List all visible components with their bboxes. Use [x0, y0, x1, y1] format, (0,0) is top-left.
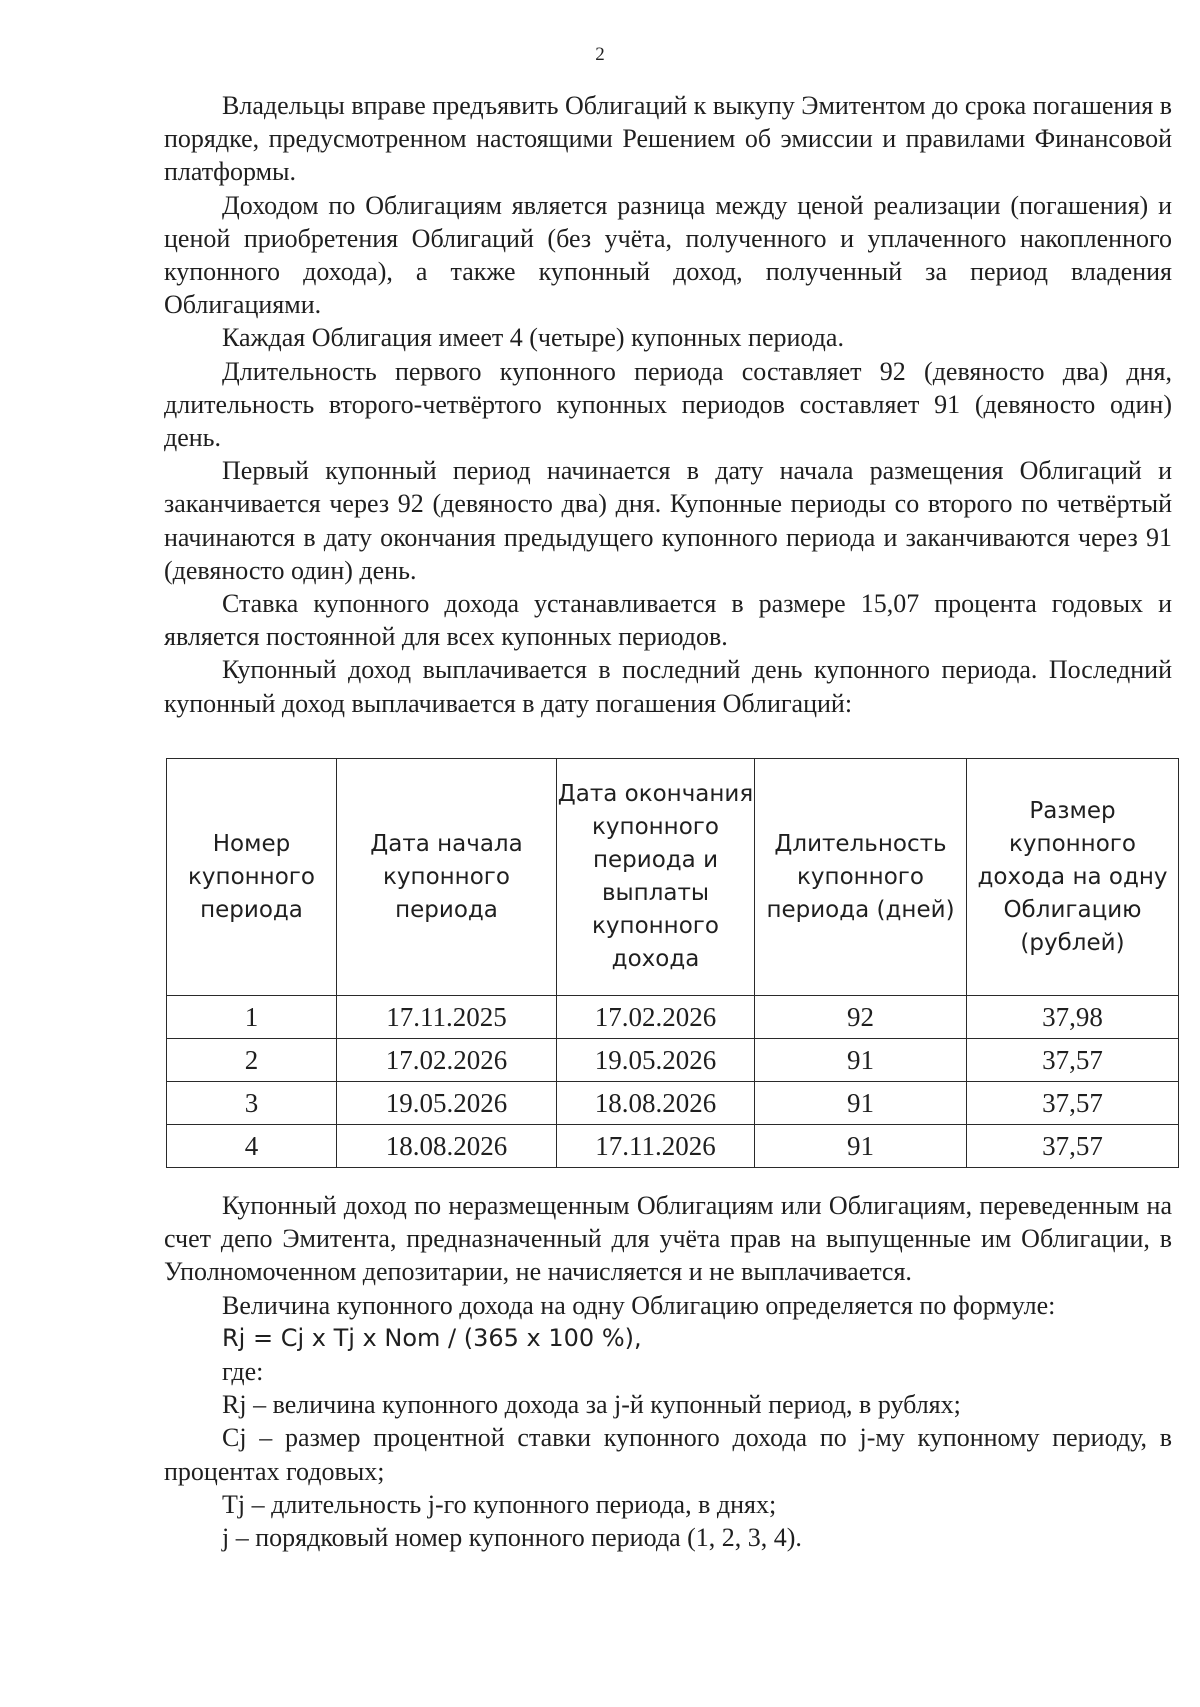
cell-period-number: 1: [167, 996, 337, 1039]
where-label: где:: [222, 1357, 264, 1387]
cell-duration: 91: [755, 1082, 967, 1125]
header-end-date: Дата окончания купонного периода и выплаты купонного дохода: [557, 759, 755, 996]
cell-start-date: 18.08.2026: [337, 1125, 557, 1168]
cell-period-number: 4: [167, 1125, 337, 1168]
cell-period-number: 3: [167, 1082, 337, 1125]
page-number: 2: [595, 44, 605, 65]
cell-end-date: 17.11.2026: [557, 1125, 755, 1168]
cell-end-date: 17.02.2026: [557, 996, 755, 1039]
cell-end-date: 18.08.2026: [557, 1082, 755, 1125]
paragraph-coupon-payment: Купонный доход выплачивается в последний день купонного периода. Последний купонный доход выплачивается в дату погашения Облигаций:: [164, 655, 1172, 718]
header-period-number: Номер купонного периода: [167, 759, 337, 996]
formula-text: [164, 1189, 1172, 1554]
table-row: [167, 1125, 1179, 1168]
paragraph-period-length: Длительность первого купонного периода составляет 92 (девяносто два) дня, длительность второго-четвёртого купонных периодов составляет 91 (девяносто один) день.: [164, 356, 1172, 453]
definition-rj: Rj – величина купонного дохода за j-й купонный период, в рублях;: [222, 1390, 961, 1420]
cell-coupon-amount: 37,57: [967, 1125, 1179, 1168]
cell-start-date: 17.02.2026: [337, 1039, 557, 1082]
cell-coupon-amount: 37,98: [967, 996, 1179, 1039]
cell-start-date: 19.05.2026: [337, 1082, 557, 1125]
paragraph-income: Доходом по Облигациям является разница между ценой реализации (погашения) и ценой приобретения Облигаций (без учёта, полученного и уплаченного накопленного купонного дохода), а также купонный доход, полученный за период владения Облигациями.: [164, 190, 1172, 320]
intro-text: [164, 89, 1172, 720]
cell-coupon-amount: 37,57: [967, 1039, 1179, 1082]
paragraph-periods-count: Каждая Облигация имеет 4 (четыре) купонных периода.: [222, 323, 844, 353]
definition-tj: Tj – длительность j-го купонного периода, в днях;: [222, 1489, 777, 1519]
coupon-schedule-table: [166, 758, 1179, 1168]
table-row: [167, 1082, 1179, 1125]
cell-duration: 91: [755, 1039, 967, 1082]
definition-cj: Cj – размер процентной ставки купонного дохода по j-му купонному периоду, в процентах годовых;: [164, 1423, 1172, 1486]
header-duration: Длительность купонного периода (дней): [755, 759, 967, 996]
table-row: [167, 996, 1179, 1039]
header-coupon-amount: Размер купонного дохода на одну Облигацию (рублей): [967, 759, 1179, 996]
paragraph-period-start: Первый купонный период начинается в дату начала размещения Облигаций и заканчивается через 92 (девяносто два) дня. Купонные периоды со второго по четвёртый начинаются в дату окончания предыдущего купонного периода и заканчиваются через 91 (девяносто один) день.: [164, 456, 1172, 585]
cell-end-date: 19.05.2026: [557, 1039, 755, 1082]
cell-duration: 91: [755, 1125, 967, 1168]
paragraph-unplaced-bonds: Купонный доход по неразмещенным Облигациям или Облигациям, переведенным на счет депо Эмитента, предназначенный для учёта прав на выпущенные им Облигации, в Уполномоченном депозитарии, не начисляется и не выплачивается.: [164, 1191, 1172, 1287]
definition-j: j – порядковый номер купонного периода (1, 2, 3, 4).: [222, 1523, 802, 1553]
paragraph-coupon-rate: Ставка купонного дохода устанавливается в размере 15,07 процента годовых и является постоянной для всех купонных периодов.: [164, 589, 1172, 652]
coupon-formula: Rj = Cj x Tj x Nom / (365 x 100 %),: [222, 1323, 642, 1352]
cell-coupon-amount: 37,57: [967, 1082, 1179, 1125]
header-start-date: Дата начала купонного периода: [337, 759, 557, 996]
table-header-row: [167, 759, 1179, 996]
paragraph-formula-intro: Величина купонного дохода на одну Облигацию определяется по формуле:: [222, 1290, 1056, 1320]
table-row: [167, 1039, 1179, 1082]
cell-duration: 92: [755, 996, 967, 1039]
cell-start-date: 17.11.2025: [337, 996, 557, 1039]
paragraph-redemption: Владельцы вправе предъявить Облигаций к выкупу Эмитентом до срока погашения в порядке, предусмотренном настоящими Решением об эмиссии и правилами Финансовой платформы.: [164, 91, 1172, 187]
cell-period-number: 2: [167, 1039, 337, 1082]
